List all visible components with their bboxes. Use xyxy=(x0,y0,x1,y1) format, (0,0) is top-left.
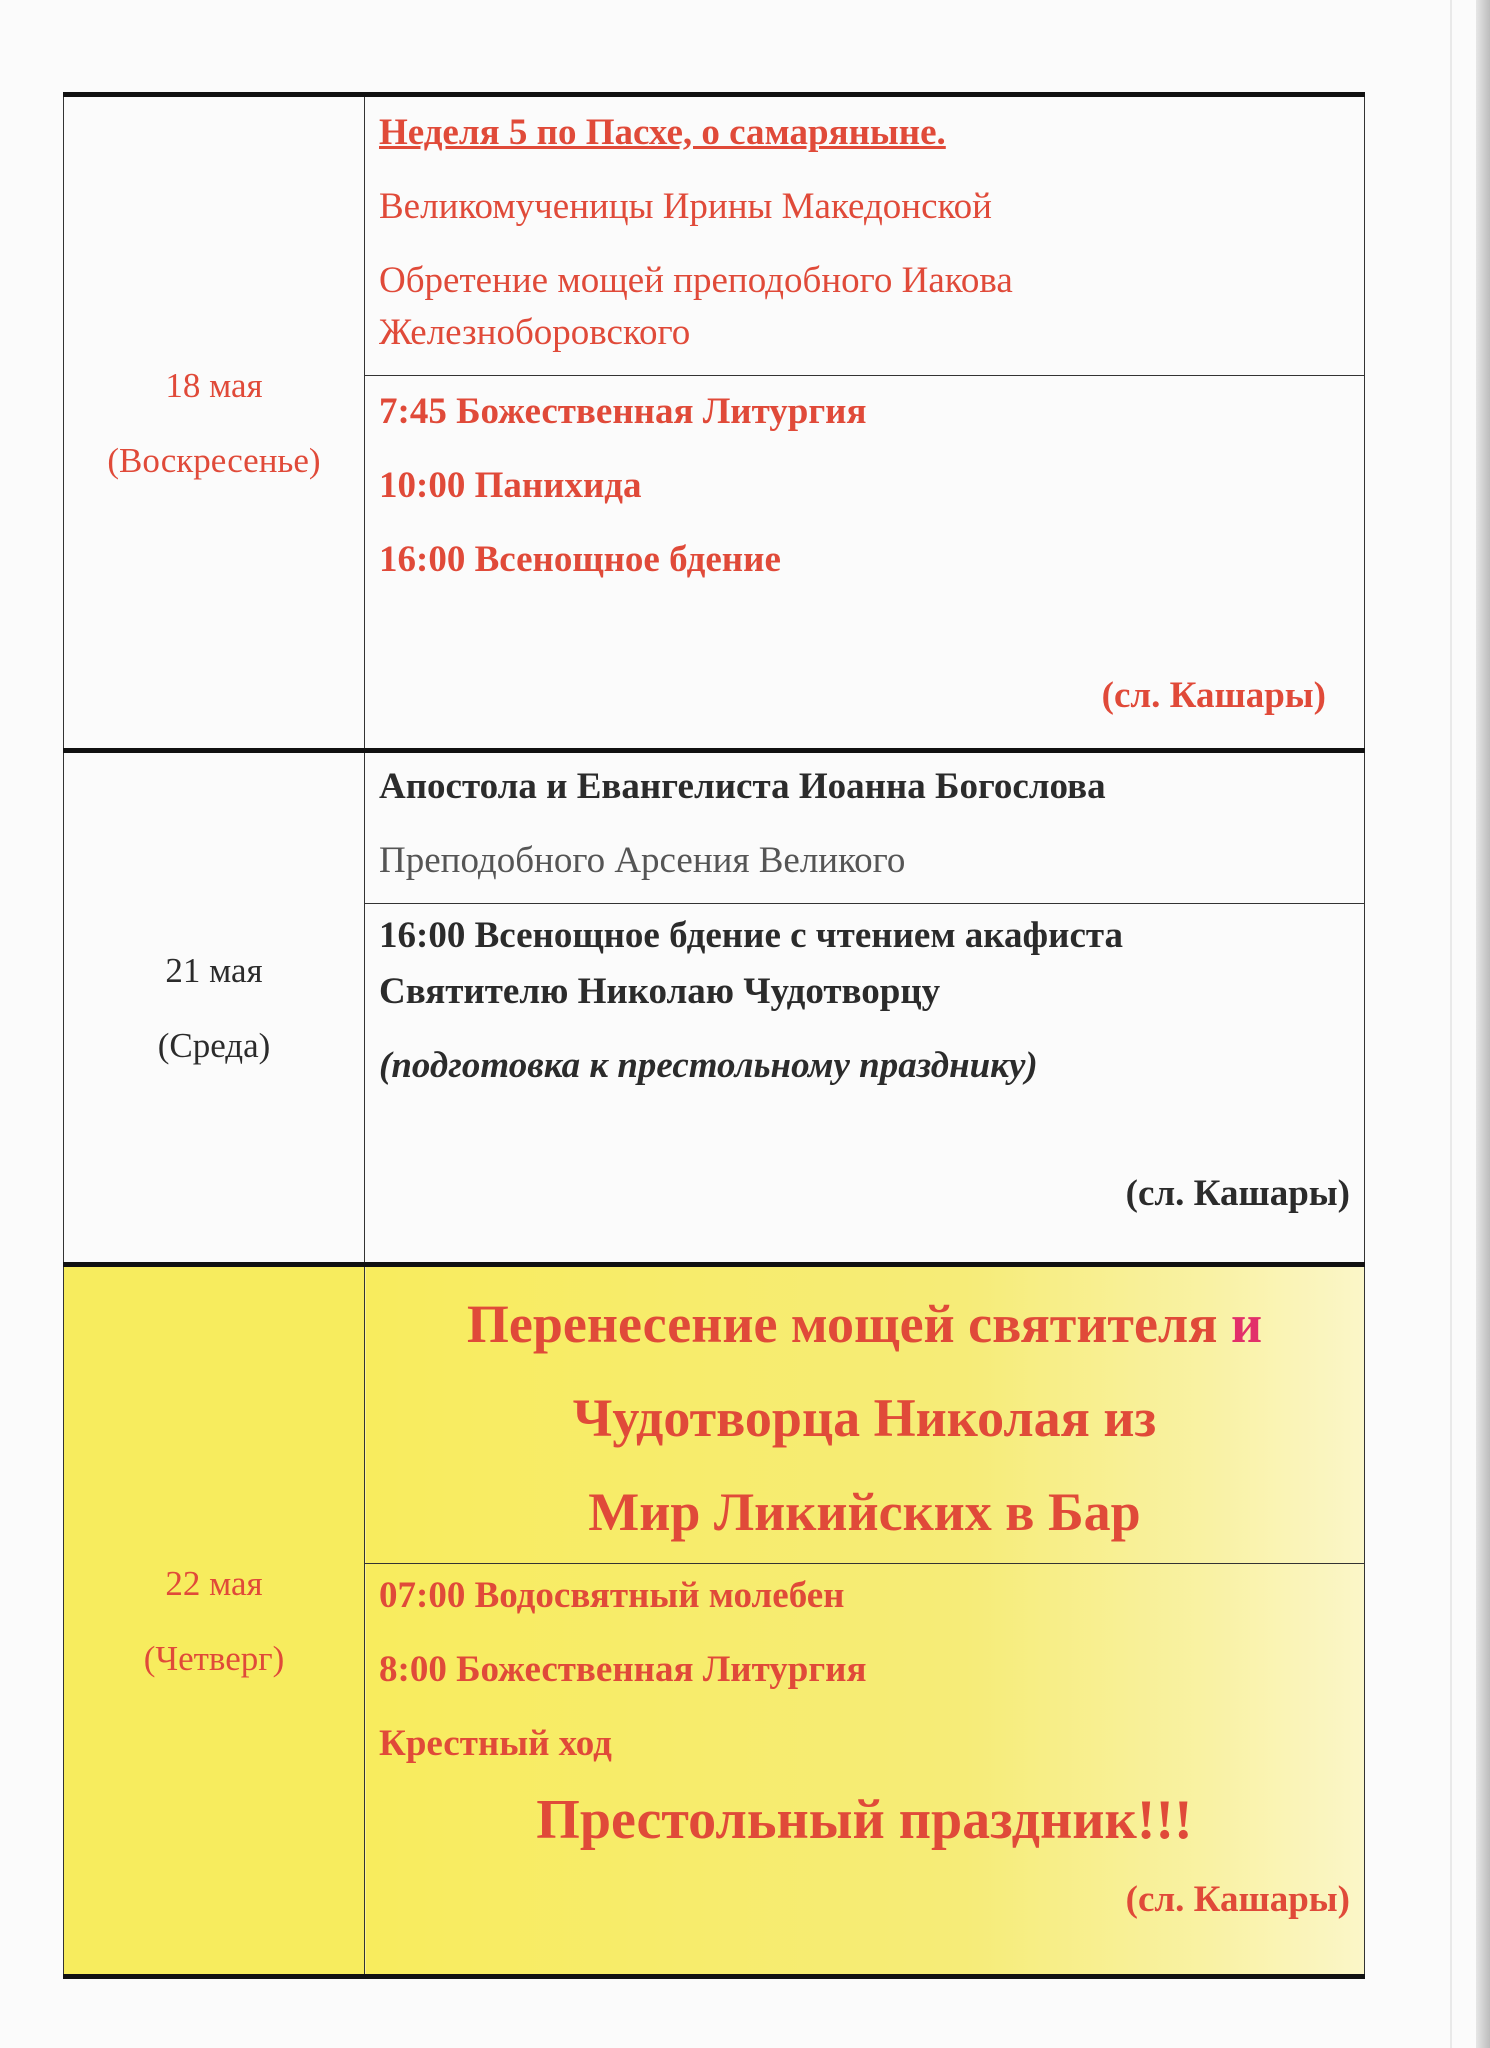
services-cell-18 xyxy=(365,376,1365,751)
feast-title-line: Перенесение мощей святителя xyxy=(466,1294,1218,1354)
services-cell-22 xyxy=(365,1564,1365,1977)
feast-heading: Неделя 5 по Пасхе, о самаряныне. xyxy=(379,112,946,153)
date-cell-21 xyxy=(64,751,365,1265)
service-line: 07:00 Водосвятный молебен xyxy=(379,1575,845,1616)
date-label: 18 мая xyxy=(165,365,263,405)
commemoration-line: Великомученицы Ирины Македонской xyxy=(379,186,992,227)
commemoration-line: Преподобного Арсения Великого xyxy=(379,840,906,881)
page-edge-line xyxy=(1450,0,1452,2048)
feast-heading: Апостола и Евангелиста Иоанна Богослова xyxy=(379,766,1106,807)
weekday-label: (Четверг) xyxy=(143,1638,285,1678)
weekday-label: (Среда) xyxy=(157,1025,271,1065)
day-row-22 xyxy=(64,1265,1365,1564)
date-cell-22 xyxy=(64,1265,365,1977)
service-line: 8:00 Божественная Литургия xyxy=(379,1649,867,1690)
day-row-18 xyxy=(64,95,1365,376)
feast-cell-22 xyxy=(365,1265,1365,1564)
commemoration-line: Обретение мощей преподобного Иакова xyxy=(379,260,1013,301)
patronal-feast-label: Престольный праздник!!! xyxy=(536,1789,1193,1851)
feast-cell-21 xyxy=(365,751,1365,904)
feast-title-line: Чудотворца Николая из xyxy=(572,1388,1157,1448)
services-cell-21 xyxy=(365,904,1365,1265)
feast-title-conjunction: и xyxy=(1230,1294,1263,1354)
service-line: 7:45 Божественная Литургия xyxy=(379,391,867,432)
service-line: Крестный ход xyxy=(379,1723,612,1764)
day-row-21 xyxy=(64,751,1365,904)
prep-note: (подготовка к престольному празднику) xyxy=(379,1045,1038,1086)
date-label: 21 мая xyxy=(165,950,263,990)
date-cell-18 xyxy=(64,95,365,751)
service-line: 16:00 Всенощное бдение xyxy=(379,539,781,580)
service-line: 16:00 Всенощное бдение с чтением акафиста xyxy=(379,915,1123,956)
page-edge xyxy=(1476,0,1490,2048)
service-line: Святителю Николаю Чудотворцу xyxy=(379,971,941,1012)
commemoration-line: Железноборовского xyxy=(379,312,691,353)
feast-title-line: Мир Ликийских в Бар xyxy=(588,1482,1141,1542)
location-label: (сл. Кашары) xyxy=(1125,1879,1350,1920)
location-label: (сл. Кашары) xyxy=(1125,1173,1350,1214)
schedule-table xyxy=(63,92,1365,1979)
date-label: 22 мая xyxy=(165,1563,263,1603)
service-line: 10:00 Панихида xyxy=(379,465,642,506)
weekday-label: (Воскресенье) xyxy=(107,440,321,480)
location-label: (сл. Кашары) xyxy=(1101,675,1326,716)
feast-cell-18 xyxy=(365,95,1365,376)
